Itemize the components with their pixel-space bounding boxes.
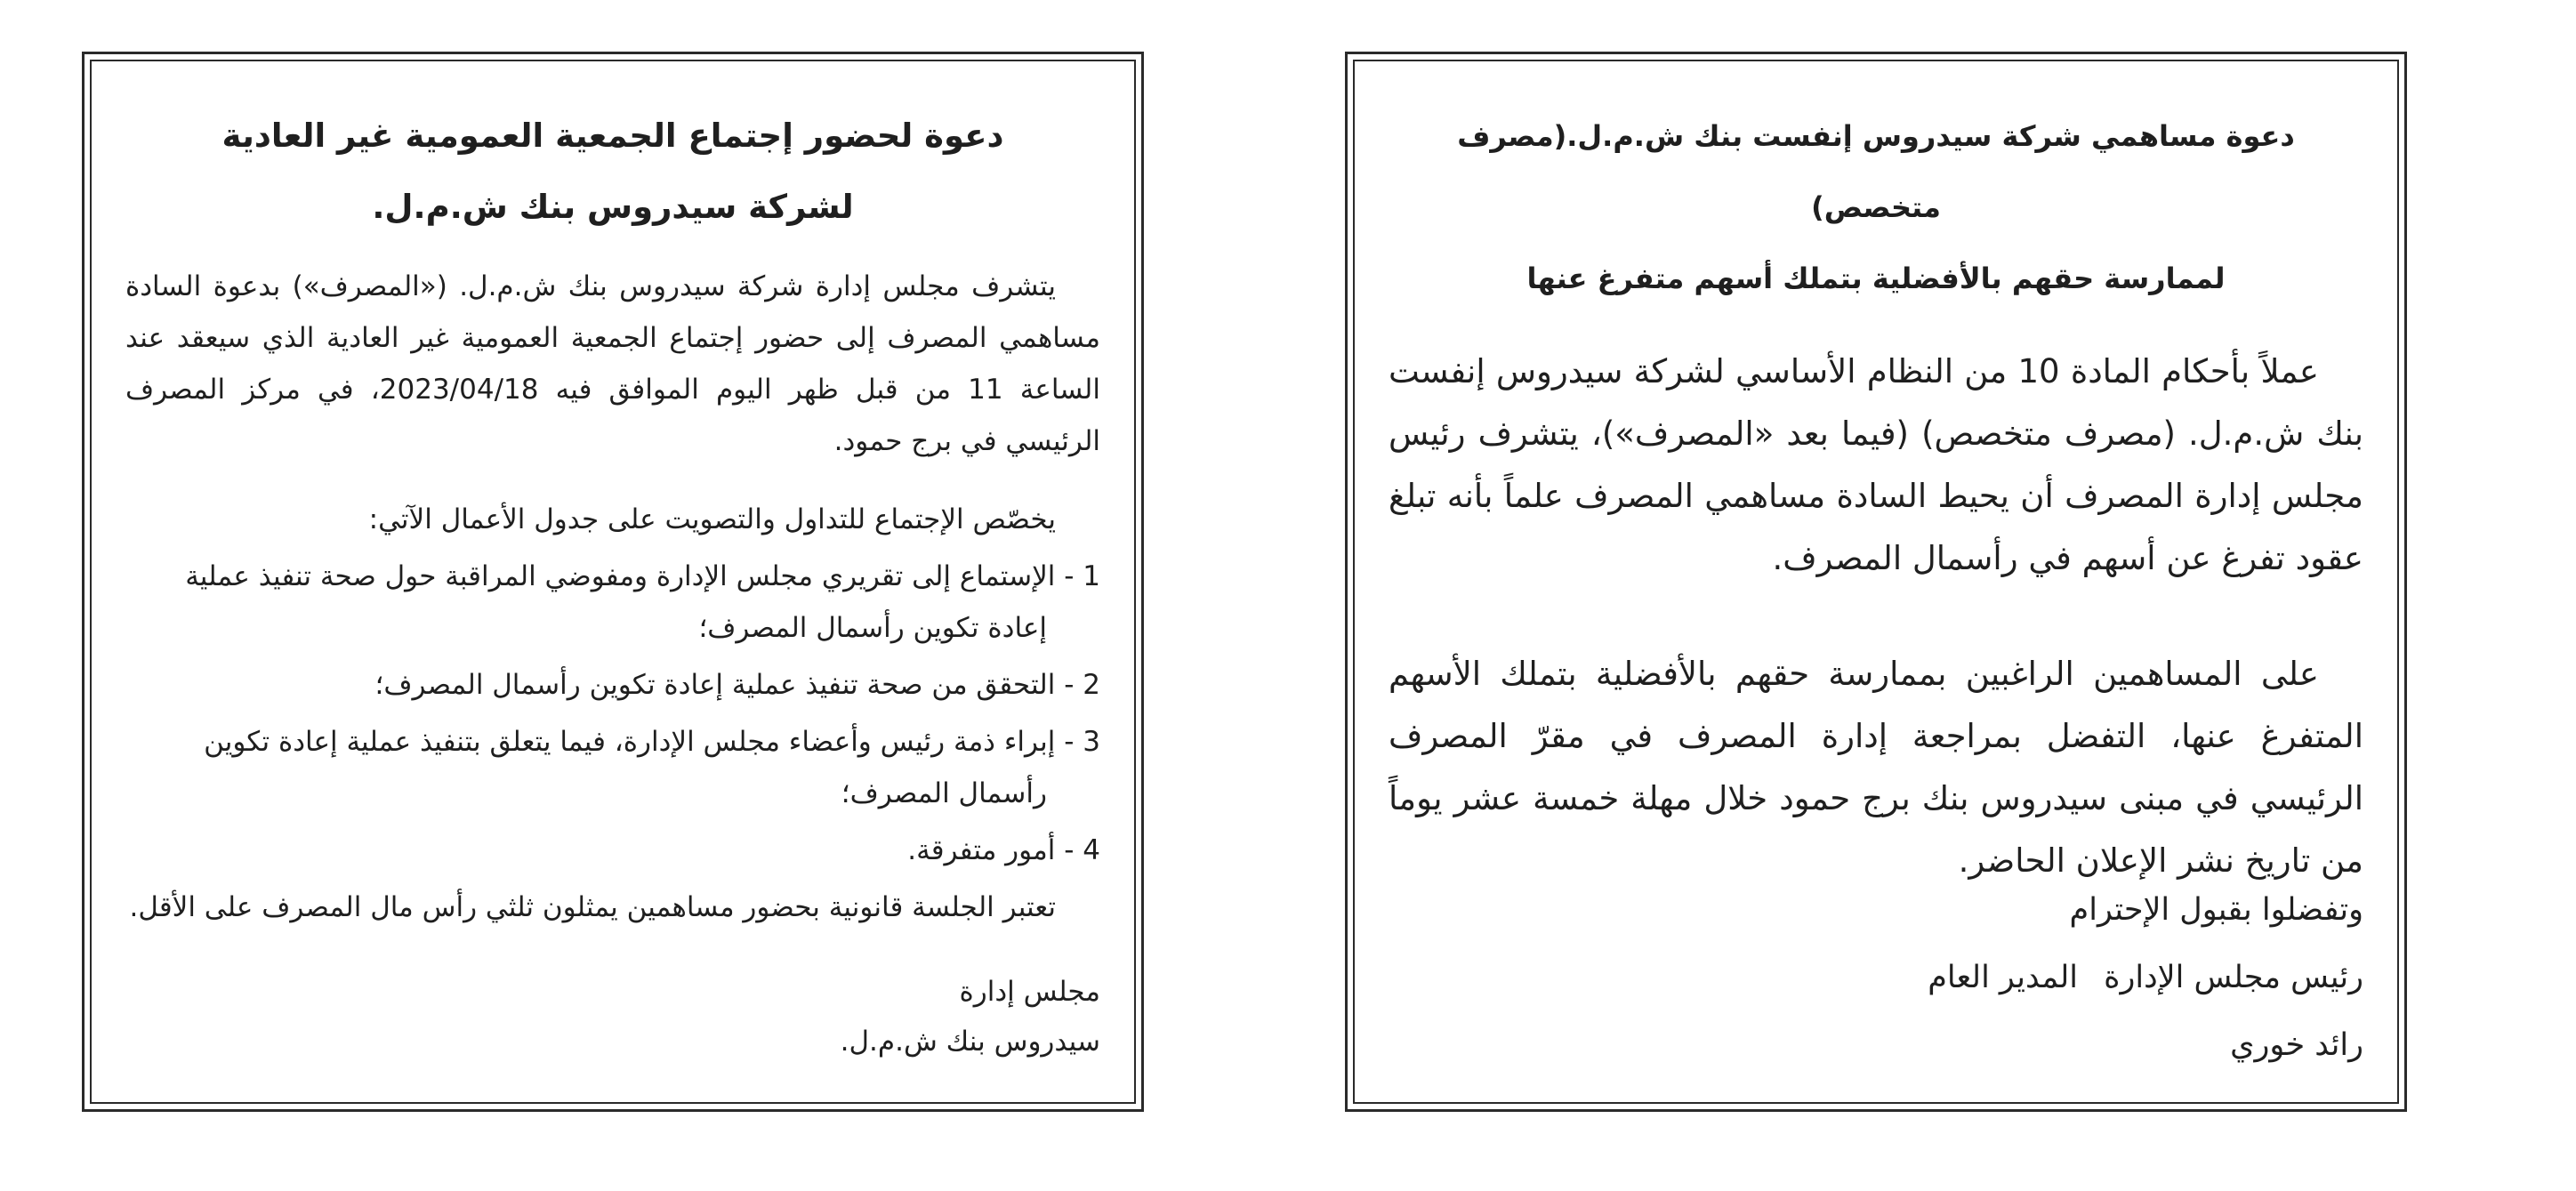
paragraph-1: عملاً بأحكام المادة 10 من النظام الأساسي لشركة سيدروس إنفست بنك ش.م.ل. (مصرف متخصص) (فيما بعد «المصرف»)، يتشرف رئيس مجلس إدارة المصرف أن يحيط السادة مساهمي المصرف علماً بأنه تبلغ عقود تفرغ عن أسهم في رأسمال المصرف. [1389, 352, 2363, 577]
signatory-name: رائد خوري [2230, 1027, 2363, 1063]
role-chairman: رئيس مجلس الإدارة [2104, 960, 2363, 995]
role-general-manager: المدير العام [1928, 960, 2078, 995]
signatory-roles [1928, 944, 2363, 1011]
intro-paragraph: يتشرف مجلس إدارة شركة سيدروس بنك ش.م.ل. («المصرف») بدعوة السادة مساهمي المصرف إلى حضور إجتماع الجمعية العمومية غير العادية الذي سيعقد عند الساعة 11 من قبل ظهر اليوم الموافق فيه 2023/04/18، في مركز المصرف الرئيسي في برج حمود. [125, 270, 1100, 457]
closing-salutation: وتفضلوا بقبول الإحترام [2069, 892, 2363, 928]
agenda-item: 3 - إبراء ذمة رئيس وأعضاء مجلس الإدارة، فيما يتعلق بتنفيذ عملية إعادة تكوين رأسمال المصرف؛ [204, 726, 1100, 809]
closing-block [1928, 876, 2363, 1079]
agenda-item: 1 - الإستماع إلى تقريري مجلس الإدارة ومفوضي المراقبة حول صحة تنفيذ عملية إعادة تكوين رأسمال المصرف؛ [185, 560, 1100, 644]
notice-title-line1: دعوة لحضور إجتماع الجمعية العمومية غير العادية [221, 117, 1004, 155]
egm-invitation-notice [82, 52, 1144, 1112]
agenda-item: 2 - التحقق من صحة تنفيذ عملية إعادة تكوين رأسمال المصرف؛ [374, 669, 1100, 701]
agenda-intro: يخصّص الإجتماع للتداول والتصويت على جدول الأعمال الآتي: [368, 503, 1056, 535]
signature-line1: مجلس إدارة [959, 976, 1100, 1008]
notice-title-line2: لممارسة حقهم بالأفضلية بتملك أسهم متفرغ عنها [1526, 262, 2226, 295]
notice-title-line2: لشركة سيدروس بنك ش.م.ل. [372, 188, 854, 226]
notice-inner-border [1353, 60, 2399, 1104]
paragraph-2: على المساهمين الراغبين بممارسة حقهم بالأفضلية بتملك الأسهم المتفرغ عنها، التفضل بمراجعة إدارة المصرف في مقرّ المصرف الرئيسي في مبنى سيدروس بنك برج حمود خلال مهلة خمسة عشر يوماً من تاريخ نشر الإعلان الحاضر. [1389, 655, 2363, 880]
notice-inner-border [90, 60, 1136, 1104]
signature-line2: سيدروس بنك ش.م.ل. [840, 1026, 1100, 1058]
agenda-item: 4 - أمور متفرقة. [907, 834, 1100, 866]
preemption-rights-notice [1345, 52, 2407, 1112]
quorum-paragraph: تعتبر الجلسة قانونية بحضور مساهمين يمثلون ثلثي رأس مال المصرف على الأقل. [129, 891, 1056, 923]
signature-block [841, 967, 1100, 1066]
notice-title-line1: دعوة مساهمي شركة سيدروس إنفست بنك ش.م.ل.(مصرف متخصص) [1457, 119, 2295, 224]
